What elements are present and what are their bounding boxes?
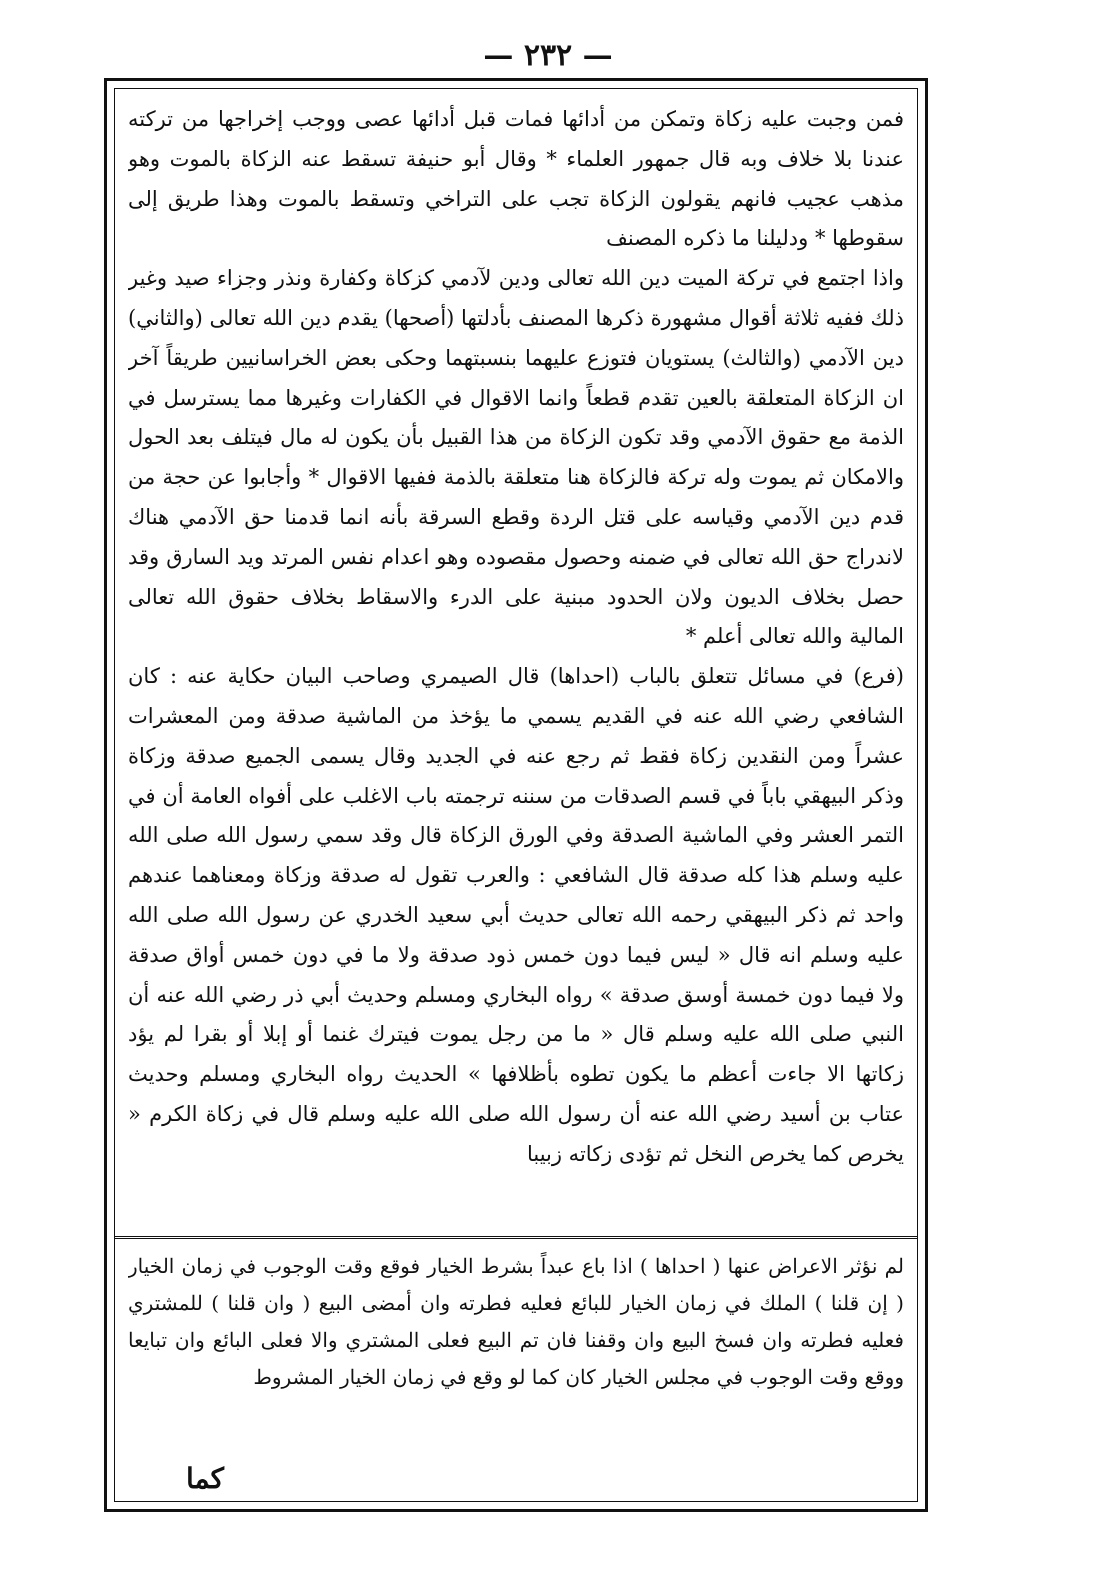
page-number: — ٢٣٢ —: [483, 38, 613, 73]
catchword: كما: [185, 1462, 224, 1495]
main-paragraph: واذا اجتمع في تركة الميت دين الله تعالى ودين لآدمي كزكاة وكفارة ونذر وجزاء صيد وغير ذلك ففيه ثلاثة أقوال مشهورة ذكرها المصنف بأدلتها (أصحها) يقدم دين الله تعالى (والثاني) دين الآدمي (والثالث) يستويان فتوزع عليهما بنسبتهما وحكى بعض الخراسانيين طريقاً آخر ان الزكاة المتعلقة بالعين تقدم قطعاً وانما الاقوال في الكفارات وغيرها مما يسترسل في الذمة مع حقوق الآدمي وقد تكون الزكاة من هذا القبيل بأن يكون له مال فيتلف بعد الحول والامكان ثم يموت وله تركة فالزكاة هنا متعلقة بالذمة ففيها الاقوال * وأجابوا عن حجة من قدم دين الآدمي وقياسه على قتل الردة وقطع السرقة بأنه انما قدمنا حق الآدمي هناك لاندراج حق الله تعالى في ضمنه وحصول مقصوده وهو اعدام نفس المرتد ويد السارق وقد حصل بخلاف الديون ولان الحدود مبنية على الدرء والاسقاط بخلاف حقوق الله تعالى المالية والله تعالى أعلم *: [128, 266, 904, 649]
footnote-block: [128, 1248, 904, 1438]
main-text-block: [128, 100, 904, 1230]
main-paragraph: (فرع) في مسائل تتعلق بالباب (احداها) قال الصيمري وصاحب البيان حكاية عنه : كان الشافعي رضي الله عنه في القديم يسمي ما يؤخذ من الماشية صدقة ومن المعشرات عشراً ومن النقدين زكاة فقط ثم رجع عنه في الجديد وقال يسمى الجميع صدقة وزكاة وذكر البيهقي باباً في قسم الصدقات من سننه ترجمته باب الاغلب على أفواه العامة أن في التمر العشر وفي الماشية الصدقة وفي الورق الزكاة قال وقد سمي رسول الله صلى الله عليه وسلم هذا كله صدقة قال الشافعي : والعرب تقول له صدقة وزكاة ومعناهما عندهم واحد ثم ذكر البيهقي رحمه الله تعالى حديث أبي سعيد الخدري عن رسول الله صلى الله عليه وسلم انه قال « ليس فيما دون خمس ذود صدقة ولا ما في دون خمس أواق صدقة ولا فيما دون خمسة أوسق صدقة » رواه البخاري ومسلم وحديث أبي ذر رضي الله عنه أن النبي صلى الله عليه وسلم قال « ما من رجل يموت فيترك غنما أو إبلا أو بقرا لم يؤد زكاتها الا جاءت أعظم ما يكون تطوه بأظلافها » الحديث رواه البخاري ومسلم وحديث عتاب بن أسيد رضي الله عنه أن رسول الله صلى الله عليه وسلم قال في زكاة الكرم « يخرص كما يخرص النخل ثم تؤدى زكاته زبيبا: [128, 664, 904, 1166]
footnote-paragraph: لم نؤثر الاعراض عنها ( احداها ) اذا باع عبداً بشرط الخيار فوقع وقت الوجوب في زمان الخيار ( إن قلنا ) الملك في زمان الخيار للبائع فعليه فطرته وان أمضى البيع ( وان قلنا ) للمشتري فعليه فطرته وان فسخ البيع وان وقفنا فان تم البيع فعلى المشتري والا فعلى البائع وان تبايعا ووقع وقت الوجوب في مجلس الخيار كان كما لو وقع في زمان الخيار المشروط: [128, 1254, 904, 1389]
main-paragraph: فمن وجبت عليه زكاة وتمكن من أدائها فمات قبل أدائها عصى ووجب إخراجها من تركته عندنا بلا خلاف وبه قال جمهور العلماء * وقال أبو حنيفة تسقط عنه الزكاة بالموت وهو مذهب عجيب فانهم يقولون الزكاة تجب على التراخي وتسقط بالموت وهذا طريق إلى سقوطها * ودليلنا ما ذكره المصنف: [128, 107, 904, 251]
footnote-divider: [114, 1236, 918, 1239]
